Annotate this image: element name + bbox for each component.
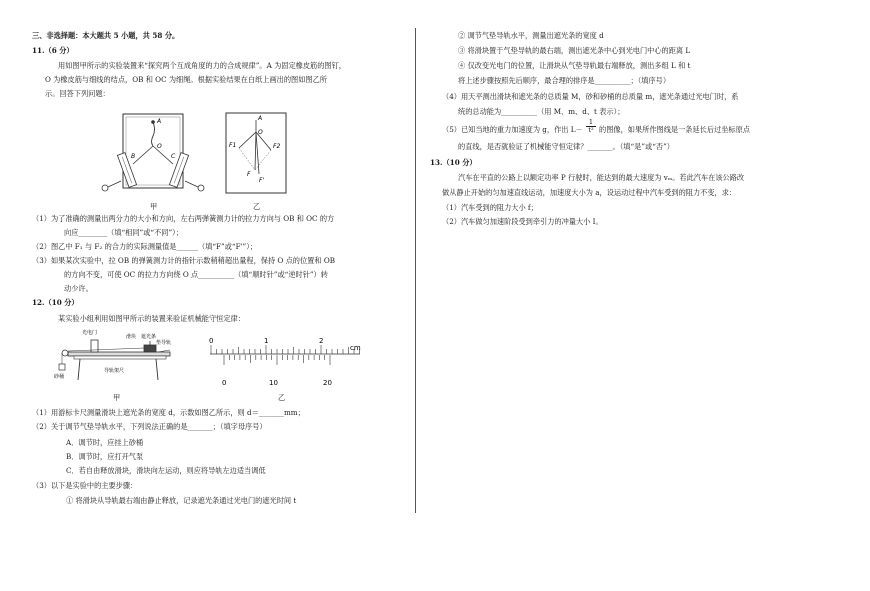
section-title: 三、非选择题：本大题共 5 小题，共 58 分。 xyxy=(32,31,180,40)
q11-intro-line3: 示。回答下列问题： xyxy=(45,89,110,98)
vernier-20: 20 xyxy=(323,379,332,387)
fraction-numerator: 1 xyxy=(586,119,596,127)
q12-step2: ② 调节气垫导轨水平，测量出遮光条的宽度 d xyxy=(458,31,604,40)
q12-part5-line1b: 的图像，如果所作图线是一条延长后过坐标原点 xyxy=(599,125,750,134)
q12-part5-fraction xyxy=(586,119,596,134)
q12-part2: （2）关于调节气垫导轨水平，下列说法正确的是_______；（填字母序号） xyxy=(32,422,267,431)
q11-part3-line2: 的方向不变，可使 OC 的拉力方向绕 O 点__________（填“顺时针”或“逆时针”）转 xyxy=(64,270,328,279)
q13-line1: 汽车在平直的公路上以额定功率 P 行驶时，能达到的最大速度为 vₘ。若此汽车在该公路改 xyxy=(458,173,745,182)
lbl-cushion: 垫导轨 xyxy=(156,340,172,346)
scale-cm: cm xyxy=(350,344,361,352)
q12-part1: （1）用游标卡尺测量滑块上遮光条的宽度 d，示数如图乙所示，则 d＝_______mm； xyxy=(32,408,305,417)
q12-option-c: C．若自由释放滑块，滑块向左运动，则应将导轨左边适当调低 xyxy=(66,466,266,475)
lbl-track: 导轨架尺 xyxy=(104,368,125,374)
scale-1: 1 xyxy=(264,337,269,345)
column-divider xyxy=(415,28,416,513)
scale-2: 2 xyxy=(319,337,324,345)
q13-line2: 做从静止开始的匀加速直线运动，加速度大小为 a，设运动过程中汽车受到的阻力不变，求： xyxy=(442,188,737,197)
fig-label-A: A xyxy=(157,118,162,125)
fig-label-F: F xyxy=(247,171,251,178)
fig-label-B: B xyxy=(131,153,136,160)
q12-fig-jia-caption: 甲 xyxy=(113,393,121,402)
q13-number: 13.（10 分） xyxy=(430,158,477,167)
q12-part4-line1: （4）用天平测出滑块和遮光条的总质量 M，砂和砂桶的总质量 m，遮光条通过光电门时，系 xyxy=(442,92,739,101)
fig-label-F2: F2 xyxy=(273,143,281,150)
scale-0: 0 xyxy=(209,337,214,345)
fig-label-A: A xyxy=(258,115,263,122)
q12-step1: ① 将滑块从导轨最右端由静止释放，记录遮光条通过光电门的遮光时间 t xyxy=(66,496,297,505)
q11-part1-line1: （1）为了准确的测量出两分力的大小和方向，左右两弹簧测力计的拉力方向与 OB 和 OC 的方 xyxy=(32,214,335,223)
q12-intro: 某实验小组利用如图甲所示的装置来验证机械能守恒定律： xyxy=(58,314,245,323)
fig-label-F1: F1 xyxy=(229,142,237,149)
fig-label-C: C xyxy=(171,153,176,160)
q11-intro-line2: O 为橡皮筋与细线的结点，OB 和 OC 为细绳。根据实验结果在白纸上画出的图如图乙所 xyxy=(45,75,327,84)
q11-figure-yi xyxy=(225,112,287,194)
q12-figure-yi-vernier xyxy=(200,330,370,400)
q11-number: 11.（6 分） xyxy=(32,46,74,55)
q11-fig-yi-caption: 乙 xyxy=(253,202,261,211)
q12-step4-line2: 将上述步骤按照先后顺序，最合理的排序是__________；（填序号） xyxy=(458,76,671,85)
fraction-denominator: t² xyxy=(588,126,594,134)
q12-step4-line1: ④ 仅改变光电门的位置，让滑块从气垫导轨最右端释放，测出多组 L 和 t xyxy=(458,61,691,70)
q11-part1-line2: 向应________（填“相同”或“不同”）； xyxy=(64,228,183,237)
fig-label-Fprime: F' xyxy=(259,177,265,184)
q12-option-a: A．调节时，应挂上砂桶 xyxy=(66,438,144,447)
q11-figure-jia xyxy=(95,108,210,200)
lbl-gate: 光电门 xyxy=(82,330,98,336)
vernier-0: 0 xyxy=(222,379,227,387)
lbl-slider: 滑块 xyxy=(126,334,137,340)
q12-part5-line2: 的直线，是否就验证了机械能守恒定律？_______。（填“是”或“否”） xyxy=(458,142,674,151)
fig-label-O: O xyxy=(157,143,162,150)
q12-part4-line2: 统的总动能为__________（用 M、m、d、t 表示）； xyxy=(458,107,625,116)
vernier-10: 10 xyxy=(269,379,278,387)
lbl-strip: 遮光条 xyxy=(141,334,157,340)
q12-step3: ③ 将滑块置于气垫导轨的最右端，测出遮光条中心到光电门中心的距离 L xyxy=(458,46,691,55)
q11-part3-line3: 动少许。 xyxy=(64,284,93,293)
q11-intro-line1: 用如图甲所示的实验装置来“探究两个互成角度的力的合成规律”。A 为固定橡皮筋的图钉， xyxy=(58,61,346,70)
q11-part2: （2）图乙中 F₁ 与 F₂ 的合力的实际测量值是______（填“F”或“F'”）； xyxy=(32,242,257,251)
q13-part1: （1）汽车受到的阻力大小 f； xyxy=(442,203,538,212)
q12-part3: （3）以下是实验中的主要步骤： xyxy=(32,481,138,490)
q12-part5-line1a: （5）已知当地的重力加速度为 g，作出 L－ xyxy=(442,125,583,134)
q12-option-b: B．调节时，应打开气泵 xyxy=(66,452,144,461)
q11-part3-line1: （3）如果某次实验中，拉 OB 的弹簧测力计的指针示数稍稍超出量程，保持 O 点的位置和 OB xyxy=(32,256,335,265)
q12-number: 12.（10 分） xyxy=(32,298,79,307)
q13-part2: （2）汽车做匀加速阶段受到牵引力的冲量大小 I。 xyxy=(442,217,603,226)
q12-figure-jia xyxy=(52,322,182,392)
q12-fig-yi-caption: 乙 xyxy=(278,393,286,402)
q11-fig-jia-caption: 甲 xyxy=(150,202,158,211)
lbl-sand: 砂桶 xyxy=(54,374,65,380)
fig-label-O: O xyxy=(258,129,263,136)
